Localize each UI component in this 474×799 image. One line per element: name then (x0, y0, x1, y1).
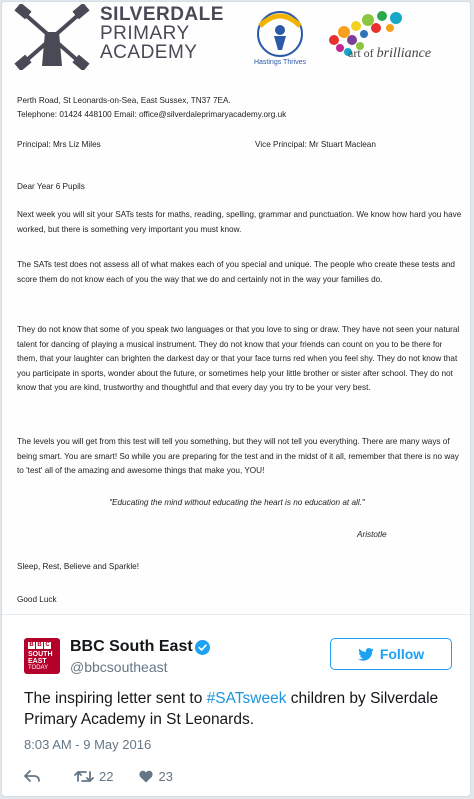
retweet-icon (74, 770, 94, 783)
bbc-block-b1: B (29, 642, 34, 648)
verified-icon (195, 640, 210, 655)
letter-paragraph-4: The levels you will get from this test will tell you something, but they will not tell you everything. There are many ways of being smart. You are smart! So while you are preparing for the test and in the midst of it all, remember that there is no way to 'test' all of the amazing and awesome things that make you, YOU! (17, 437, 459, 475)
account-handle[interactable]: @bbcsoutheast (70, 659, 168, 675)
heart-icon (139, 770, 153, 783)
avatar[interactable] (24, 638, 60, 674)
retweet-button[interactable] (74, 769, 113, 784)
avatar-line3: TODAY (28, 665, 49, 671)
avatar-region (28, 651, 53, 665)
vice-principal: Vice Principal: Mr Stuart Maclean (255, 140, 376, 149)
letter-image (2, 2, 471, 615)
like-count: 23 (158, 768, 173, 784)
avatar-line2: EAST (28, 658, 47, 665)
letter-signoff: Sleep, Rest, Believe and Sparkle! (17, 562, 139, 571)
school-name-line1: SILVERDALE (100, 4, 224, 25)
aob-prefix: art of (348, 46, 377, 60)
school-name (100, 5, 224, 62)
bbc-blocks (28, 642, 51, 649)
quote-author: Aristotle (357, 530, 387, 539)
hastings-logo (252, 6, 308, 68)
reply-icon (24, 770, 40, 783)
follow-label: Follow (379, 646, 425, 662)
tweet-card (1, 1, 471, 797)
svg-text:Hastings Thrives: Hastings Thrives (253, 59, 307, 66)
hashtag-link[interactable]: #SATsweek (206, 690, 287, 707)
tweet-text-end: children by Silverdale Primary Academy in St Leonards. (24, 690, 439, 728)
school-name-line3: ACADEMY (100, 42, 198, 63)
twitter-bird-icon (358, 648, 374, 661)
follow-button[interactable] (330, 638, 452, 670)
tweet-text-start: The inspiring letter sent to (24, 690, 207, 707)
reply-button[interactable] (24, 770, 40, 783)
art-of-brilliance-text (348, 46, 431, 62)
tweet-footer (2, 614, 471, 797)
like-button[interactable] (139, 769, 172, 784)
letter-paragraph-2: The SATs test does not assess all of what makes each of you special and unique. The people who create these tests and score them do not know each of you the way that we do and certainly not in the way your families do. (17, 260, 455, 284)
aob-brand: brilliance (376, 46, 432, 61)
bbc-block-c: C (45, 642, 50, 648)
tweet-text (24, 688, 454, 730)
tweet-actions (24, 766, 173, 786)
school-name-line2: PRIMARY (100, 23, 190, 44)
avatar-line1: SOUTH (28, 651, 53, 658)
letter-greeting: Dear Year 6 Pupils (17, 182, 85, 191)
school-contact: Telephone: 01424 448100 Email: office@silverdaleprimaryacademy.org.uk (17, 110, 287, 119)
windmill-logo (12, 4, 92, 70)
letter-paragraph-3: They do not know that some of you speak two languages or that you love to sing or draw. They have not seen your natural talent for dancing of playing a musical instrument. They do not know that your friends can count on you to be there for them, that your laughter can brighten the darkest day or that your face turns red when you feel shy. They do not know that you participate in sports, wonder about the future, or sometimes help your little brother or sister after school. They do not know that you are kind, trustworthy and thoughtful and that every day you try to be your very best. (17, 325, 460, 392)
school-address: Perth Road, St Leonards-on-Sea, East Sussex, TN37 7EA. (17, 96, 231, 105)
letter-good-luck: Good Luck (17, 595, 57, 604)
principal: Principal: Mrs Liz Miles (17, 140, 101, 149)
tweet-timestamp[interactable]: 8:03 AM - 9 May 2016 (24, 737, 152, 752)
retweet-count: 22 (99, 768, 114, 784)
letter-quote: "Educating the mind without educating the heart is no education at all." (109, 498, 365, 507)
bbc-block-b2: B (37, 642, 42, 648)
account-name[interactable]: BBC South East (70, 638, 193, 655)
letter-paragraph-1: Next week you will sit your SATs tests for maths, reading, spelling, grammar and punctuation. We know how hard you have worked, but there is something very important you must know. (17, 210, 462, 234)
